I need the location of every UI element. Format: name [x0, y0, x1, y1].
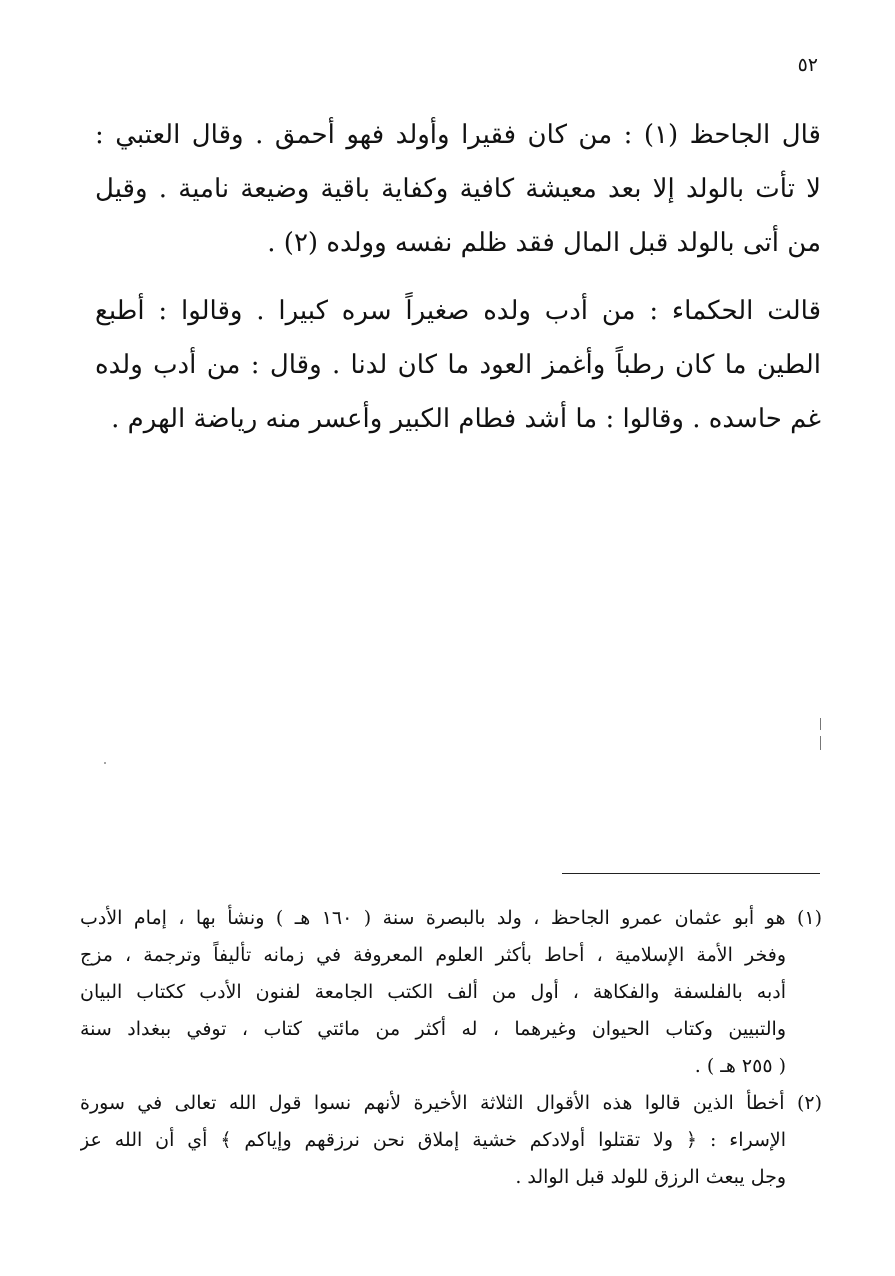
footnote-2-number: (٢) [796, 1092, 822, 1114]
paragraph-1-line-2: لا تأت بالولد إلا بعد معيشة كافية وكفاية باقية وضيعة نامية . وقيل [95, 174, 821, 204]
paragraph-2-line-3: غم حاسده . وقالوا : ما أشد فطام الكبير وأعسر منه رياضة الهرم . [111, 404, 821, 434]
footnote-2-line-1 [80, 1085, 822, 1122]
footnote-1-line-1 [80, 900, 822, 937]
footnotes [80, 900, 822, 1196]
footnote-separator [562, 873, 820, 874]
page-number: ٥٢ [797, 54, 818, 76]
footnote-2-line-3: وجل يبعث الرزق للولد قبل الوالد . [515, 1166, 786, 1188]
scan-mark [820, 718, 821, 730]
footnote-1-line-4: والتبيين وكتاب الحيوان وغيرهما ، له أكثر من مائتي كتاب ، توفي ببغداد سنة [80, 1018, 786, 1040]
footnote-1 [80, 900, 822, 1085]
paragraph-1 [95, 108, 821, 270]
scan-mark [820, 736, 821, 750]
scan-speck [104, 762, 106, 764]
paragraph-2-line-2: الطين ما كان رطباً وأغمز العود ما كان لدنا . وقال : من أدب ولده [95, 350, 821, 380]
paragraph-2-line-1: قالت الحكماء : من أدب ولده صغيراً سره كبيرا . وقالوا : أطبع [95, 296, 821, 326]
footnote-1-line-3: أدبه بالفلسفة والفكاهة ، أول من ألف الكتب الجامعة لفنون الأدب ككتاب البيان [80, 981, 786, 1003]
footnote-2-text: أخطأ الذين قالوا هذه الأقوال الثلاثة الأخيرة لأنهم نسوا قول الله تعالى في سورة [80, 1092, 785, 1114]
footnote-2-line-2: الإسراء : ﴿ ولا تقتلوا أولادكم خشية إملاق نحن نرزقهم وإياكم ﴾ أي أن الله عز [80, 1129, 786, 1151]
footnote-1-line-2: وفخر الأمة الإسلامية ، أحاط بأكثر العلوم المعروفة في زمانه تأليفاً وترجمة ، مزج [80, 944, 786, 966]
footnote-2 [80, 1085, 822, 1196]
footnote-1-text: هو أبو عثمان عمرو الجاحظ ، ولد بالبصرة سنة ( ١٦٠ هـ ) ونشأ بها ، إمام الأدب [80, 907, 786, 929]
footnote-1-number: (١) [796, 907, 822, 929]
footnote-1-line-5: ( ٢٥٥ هـ ) . [694, 1055, 786, 1077]
paragraph-1-line-3: من أتى بالولد قبل المال فقد ظلم نفسه وولده (٢) . [267, 228, 821, 258]
paragraph-1-line-1: قال الجاحظ (١) : من كان فقيرا وأولد فهو أحمق . وقال العتبي : [95, 120, 821, 150]
paragraph-2 [95, 284, 821, 446]
